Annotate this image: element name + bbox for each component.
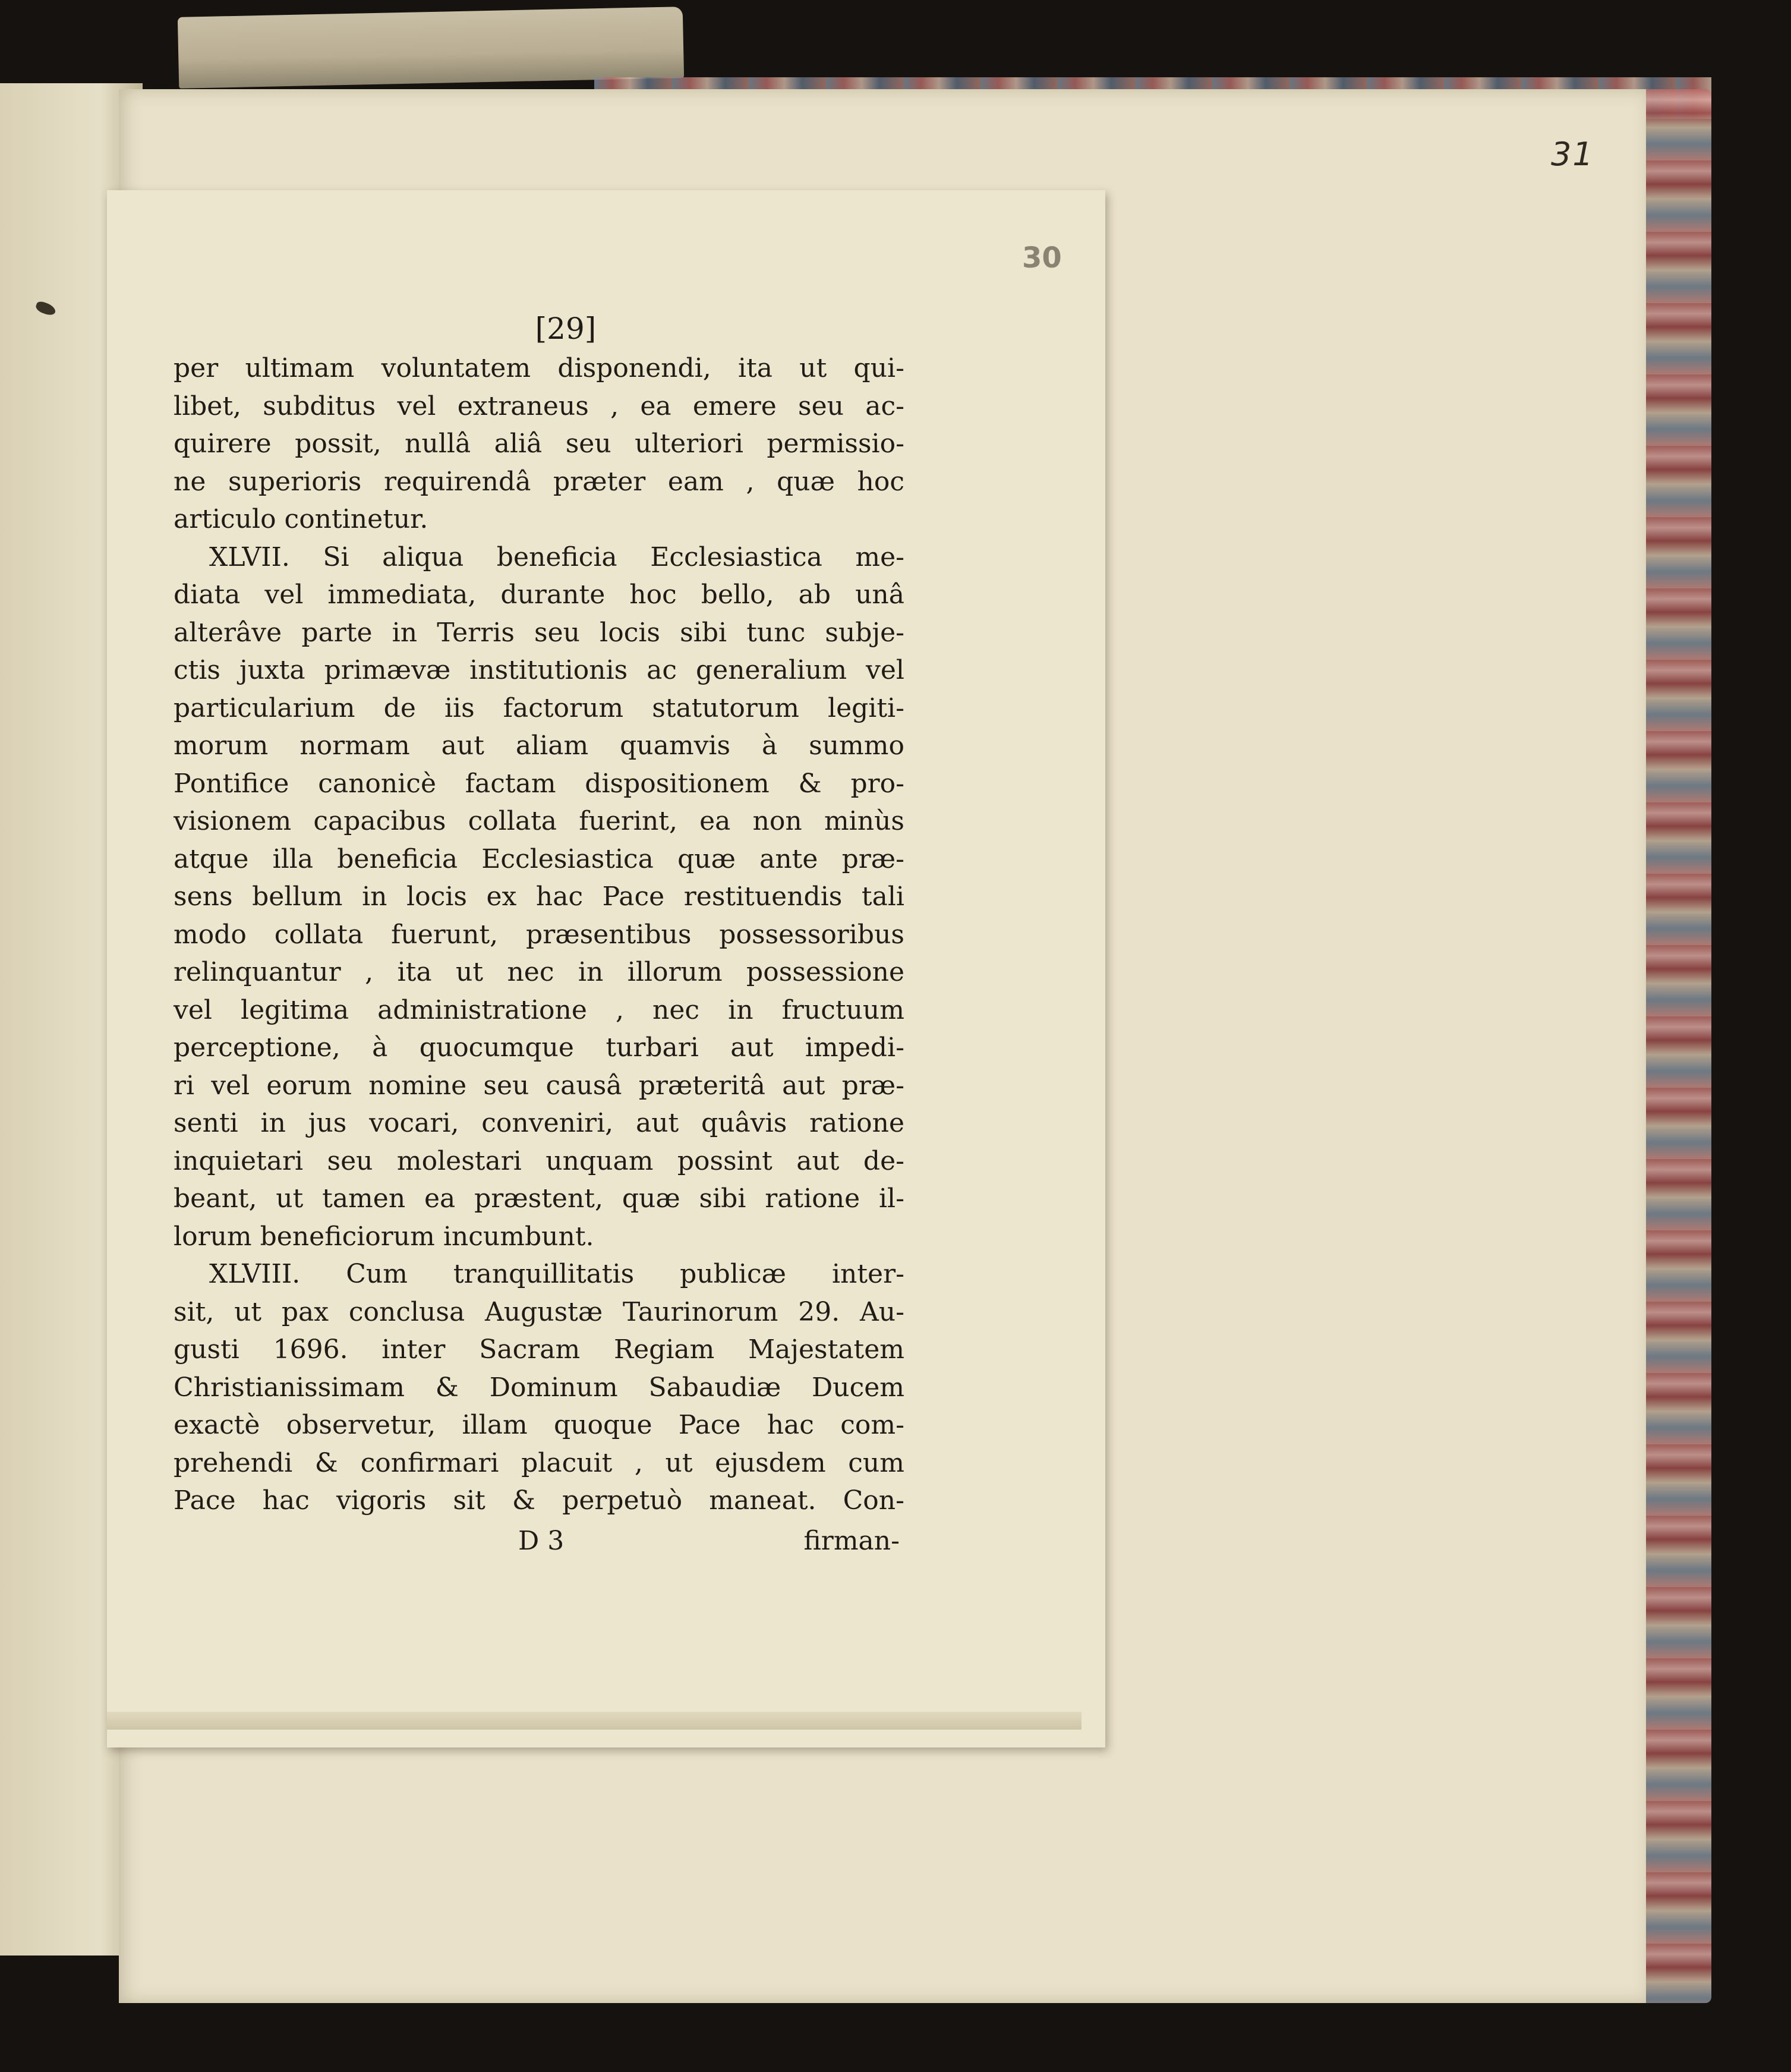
- text-line: modo collata fuerunt, præsentibus possessoribus: [174, 919, 904, 950]
- text-line: lorum beneficiorum incumbunt.: [174, 1221, 594, 1252]
- text-line: sit, ut pax conclusa Augustæ Taurinorum 29. Au-: [174, 1296, 904, 1327]
- text-line: quirere possit, nullâ aliâ seu ulteriori permissio-: [174, 429, 904, 459]
- text-line: particularium de iis factorum statutorum legiti-: [174, 692, 904, 723]
- text-line: vel legitima administratione , nec in fructuum: [174, 994, 904, 1025]
- text-line: Pace hac vigoris sit & perpetuò maneat. Con-: [174, 1485, 904, 1516]
- text-line: XLVII. Si aliqua beneficia Ecclesiastica me-: [209, 541, 904, 572]
- text-line: visionem capacibus collata fuerint, ea non minùs: [174, 806, 904, 836]
- text-line: ctis juxta primævæ institutionis ac generalium vel: [174, 655, 904, 685]
- text-line: senti in jus vocari, conveniri, aut quâvis ratione: [174, 1108, 904, 1138]
- footer-line: [174, 1522, 904, 1560]
- text-line: prehendi & confirmari placuit , ut ejusdem cum: [174, 1447, 904, 1478]
- text-line: ri vel eorum nomine seu causâ præteritâ aut præ-: [174, 1070, 904, 1101]
- text-line: exactè observetur, illam quoque Pace hac com-: [174, 1410, 904, 1440]
- catchword: firman-: [803, 1525, 900, 1556]
- page-header: [29]: [535, 311, 597, 346]
- text-lines: [174, 349, 904, 1520]
- paper-tab: [178, 7, 684, 89]
- folio-number: 31: [1551, 136, 1594, 173]
- leaf-deckle-edge: [107, 1712, 1081, 1730]
- text-line: relinquantur , ita ut nec in illorum possessione: [174, 957, 904, 987]
- text-line: perceptione, à quocumque turbari aut impedi-: [174, 1032, 904, 1063]
- printed-text: [174, 309, 904, 1560]
- text-line: inquietari seu molestari unquam possint aut de-: [174, 1145, 904, 1176]
- text-line: per ultimam voluntatem disponendi, ita ut qui-: [174, 353, 904, 383]
- text-line: morum normam aut aliam quamvis à summo: [174, 730, 904, 761]
- text-line: Pontifice canonicè factam dispositionem & pro-: [174, 768, 904, 799]
- insert-folio-number: 30: [1022, 241, 1062, 275]
- text-line: ne superioris requirendâ præter eam , quæ hoc: [174, 466, 904, 497]
- text-line: gusti 1696. inter Sacram Regiam Majestatem: [174, 1334, 904, 1365]
- text-line: Christianissimam & Dominum Sabaudiæ Ducem: [174, 1372, 904, 1403]
- signature-mark: D 3: [518, 1525, 565, 1556]
- text-line: XLVIII. Cum tranquillitatis publicæ inter-: [209, 1259, 904, 1289]
- text-line: beant, ut tamen ea præstent, quæ sibi ratione il-: [174, 1183, 904, 1214]
- text-line: libet, subditus vel extraneus , ea emere seu ac-: [174, 391, 904, 421]
- text-line: diata vel immediata, durante hoc bello, ab unâ: [174, 580, 904, 610]
- text-line: articulo continetur.: [174, 504, 428, 534]
- text-line: atque illa beneficia Ecclesiastica quæ ante præ-: [174, 843, 904, 874]
- text-line: sens bellum in locis ex hac Pace restituendis tali: [174, 881, 904, 912]
- text-line: alterâve parte in Terris seu locis sibi tunc subje-: [174, 617, 904, 648]
